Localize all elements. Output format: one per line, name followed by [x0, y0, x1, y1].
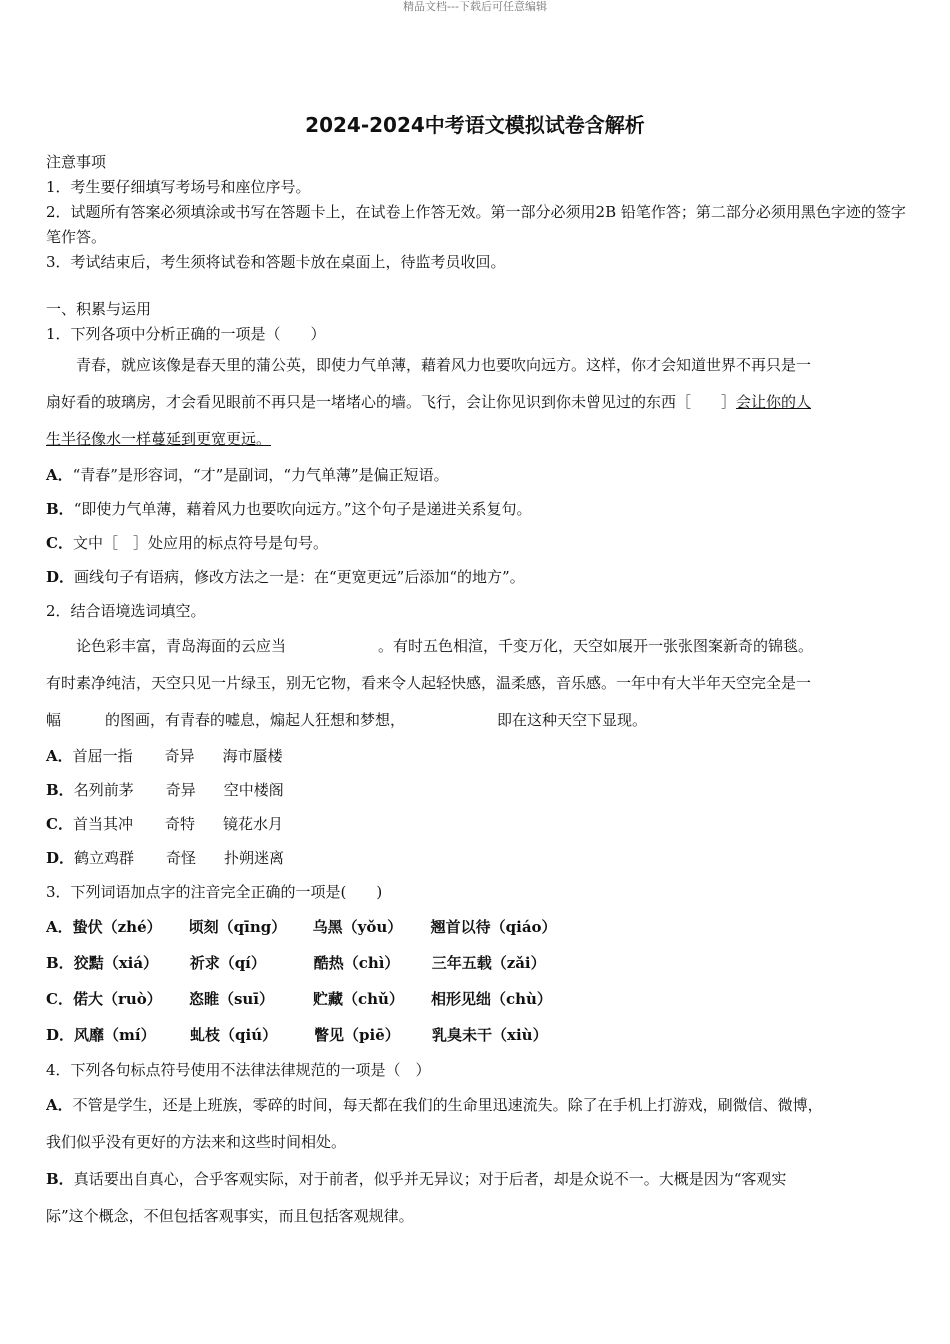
q4-option-b[interactable]: B．真话要出自真心，合乎客观实际，对于前者，似乎并无异议；对于后者，却是众说不一。大概是因为“客观实: [46, 1170, 787, 1188]
q1-underlined-sentence-end: 生半径像水一样蔓延到更宽更远。: [46, 430, 272, 448]
q4-option-a-cont: 我们似乎没有更好的方法来和这些时间相处。: [46, 1133, 347, 1151]
header-note: 精品文档---下载后可任意编辑: [403, 0, 547, 13]
q1-option-a[interactable]: A．“青春”是形容词，“才”是副词，“力气单薄”是偏正短语。: [46, 466, 449, 484]
q1-underlined-sentence-start: 会让你的人: [736, 393, 812, 411]
q3-option-d[interactable]: D．风靡（mí） 虬枝（qiú） 瞥见（piē） 乳臭未干（xiù）: [46, 1026, 548, 1044]
q2-blank-2[interactable]: [61, 702, 105, 739]
section-heading: 一、积累与运用: [46, 300, 152, 318]
q2-option-c[interactable]: C．首当其冲 奇特 镜花水月: [46, 815, 283, 833]
notice-item-1: 1．考生要仔细填写考场号和座位序号。: [46, 178, 311, 196]
q1-option-c[interactable]: C．文中［ ］处应用的标点符号是句号。: [46, 534, 328, 552]
q1-passage: [46, 347, 906, 458]
q2-passage: 论色彩丰富，青岛海面的云应当 。有时五色相渲，千变万化，天空如展开一张张图案新奇的锦毯。 有时素净纯洁，天空只见一片绿玉，别无它物，看来令人起轻快感，温柔感，音乐感。一年中有大半年天空完全是一 幅 的图画，有青春的嘘息，煽起人狂想和梦想， 即在这种天空下显现。: [46, 628, 906, 739]
q3-option-b[interactable]: B．狡黠（xiá） 祈求（qí） 酷热（chì） 三年五载（zǎi）: [46, 954, 546, 972]
q3-stem: 3．下列词语加点字的注音完全正确的一项是( ): [46, 883, 383, 901]
q4-option-b-cont: 际”这个概念，不但包括客观事实，而且包括客观规律。: [46, 1207, 414, 1225]
q1-stem: 1．下列各项中分析正确的一项是（ ）: [46, 325, 326, 343]
q1-passage-line-1: 青春，就应该像是春天里的蒲公英，即使力气单薄，藉着风力也要吹向远方。这样，你才会知道世界不再只是一: [76, 356, 812, 374]
q2-option-b[interactable]: B．名列前茅 奇异 空中楼阁: [46, 781, 284, 799]
notice-item-3: 3．考试结束后，考生须将试卷和答题卡放在桌面上，待监考员收回。: [46, 253, 506, 271]
q1-passage-line-2a: 扇好看的玻璃房，才会看见眼前不再只是一堵堵心的墙。飞行，会让你见识到你未曾见过的东西［ ］: [46, 393, 737, 411]
q2-blank-1[interactable]: [286, 628, 378, 665]
notice-heading: 注意事项: [46, 153, 107, 171]
q1-option-b[interactable]: B．“即使力气单薄，藉着风力也要吹向远方。”这个句子是递进关系复句。: [46, 500, 532, 518]
q2-stem: 2．结合语境选词填空。: [46, 602, 206, 620]
q3-option-a[interactable]: A．蛰伏（zhé） 顷刻（qīng） 乌黑（yǒu） 翘首以待（qiáo）: [46, 918, 557, 936]
document-body: [46, 150, 906, 1235]
q2-option-d[interactable]: D．鹤立鸡群 奇怪 扑朔迷离: [46, 849, 285, 867]
notice-item-2: 2．试题所有答案必须填涂或书写在答题卡上，在试卷上作答无效。第一部分必须用2B 铅笔作答；第二部分必须用黑色字迹的签字笔作答。: [46, 203, 906, 246]
q2-blank-3[interactable]: [405, 702, 497, 739]
q4-stem: 4．下列各句标点符号使用不法律法律规范的一项是（ ）: [46, 1061, 431, 1079]
q4-option-a[interactable]: A．不管是学生，还是上班族，零碎的时间，每天都在我们的生命里迅速流失。除了在手机上打游戏，刷微信、微博，: [46, 1096, 823, 1114]
page-title: 2024-2024中考语文模拟试卷含解析: [305, 113, 645, 137]
q1-option-d[interactable]: D．画线句子有语病，修改方法之一是：在“更宽更远”后添加“的地方”。: [46, 568, 525, 586]
q2-option-a[interactable]: A．首屈一指 奇异 海市蜃楼: [46, 747, 283, 765]
q3-option-c[interactable]: C．偌大（ruò） 恣睢（suī） 贮藏（chǔ） 相形见绌（chù）: [46, 990, 552, 1008]
